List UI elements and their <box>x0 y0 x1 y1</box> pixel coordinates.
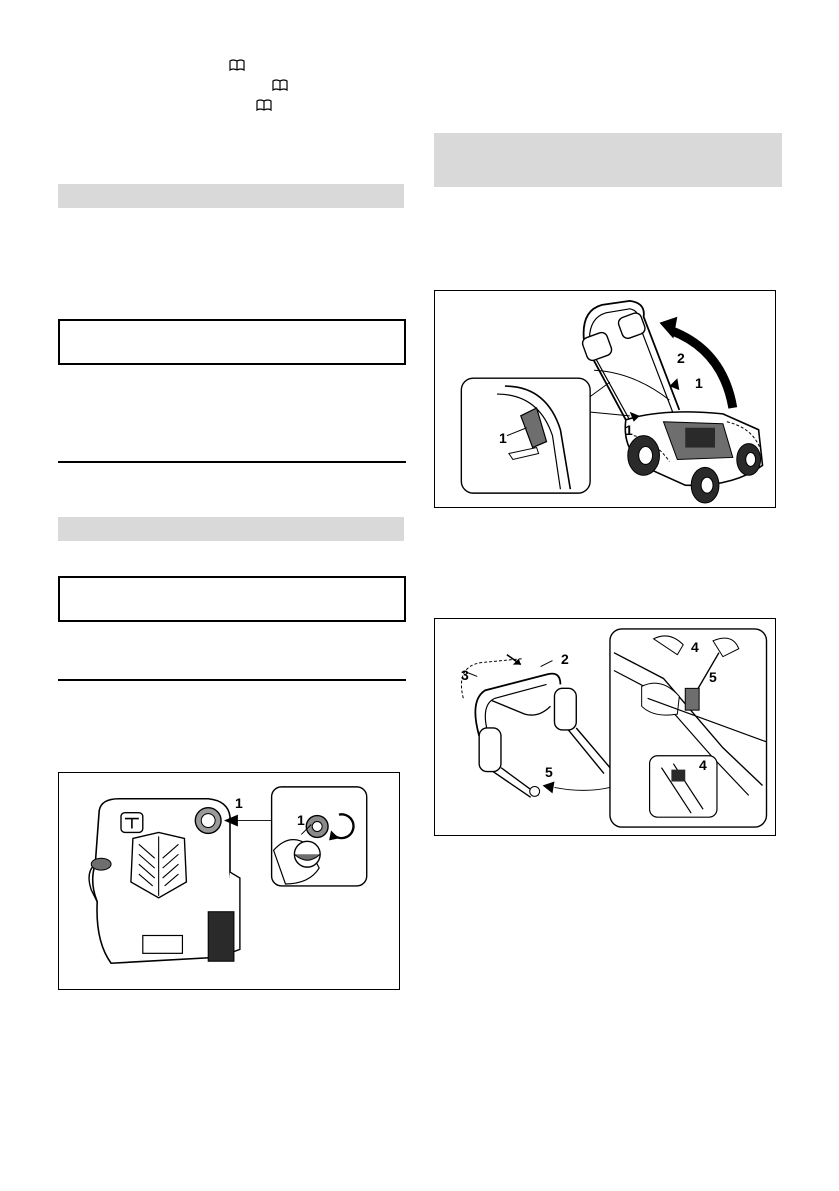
handle-raise-illustration <box>435 291 775 507</box>
callout-label: 2 <box>677 350 685 366</box>
book-icon <box>272 79 288 91</box>
section-header-bar <box>58 517 404 541</box>
handle-fold-illustration <box>435 619 775 835</box>
callout-label: 1 <box>235 795 243 811</box>
callout-label: 3 <box>461 667 469 683</box>
callout-label: 5 <box>545 764 553 780</box>
section-header-bar <box>58 184 404 208</box>
figure-fuel-cap <box>58 772 400 990</box>
notice-box <box>58 576 406 622</box>
callout-label: 1 <box>499 430 507 446</box>
book-icon <box>229 59 245 71</box>
figure-handle-raise <box>434 290 776 508</box>
divider-rule <box>58 679 406 681</box>
callout-label: 2 <box>561 651 569 667</box>
callout-label: 4 <box>699 757 707 773</box>
callout-label: 1 <box>695 375 703 391</box>
figure-handle-fold <box>434 618 776 836</box>
callout-label: 4 <box>691 639 699 655</box>
book-icon <box>256 99 272 111</box>
divider-rule <box>58 461 406 463</box>
callout-label: 1 <box>625 422 633 438</box>
callout-label: 1 <box>297 812 305 828</box>
section-header-bar <box>434 133 782 187</box>
fuel-cap-illustration <box>59 773 399 989</box>
notice-box <box>58 319 406 365</box>
callout-label: 5 <box>709 669 717 685</box>
